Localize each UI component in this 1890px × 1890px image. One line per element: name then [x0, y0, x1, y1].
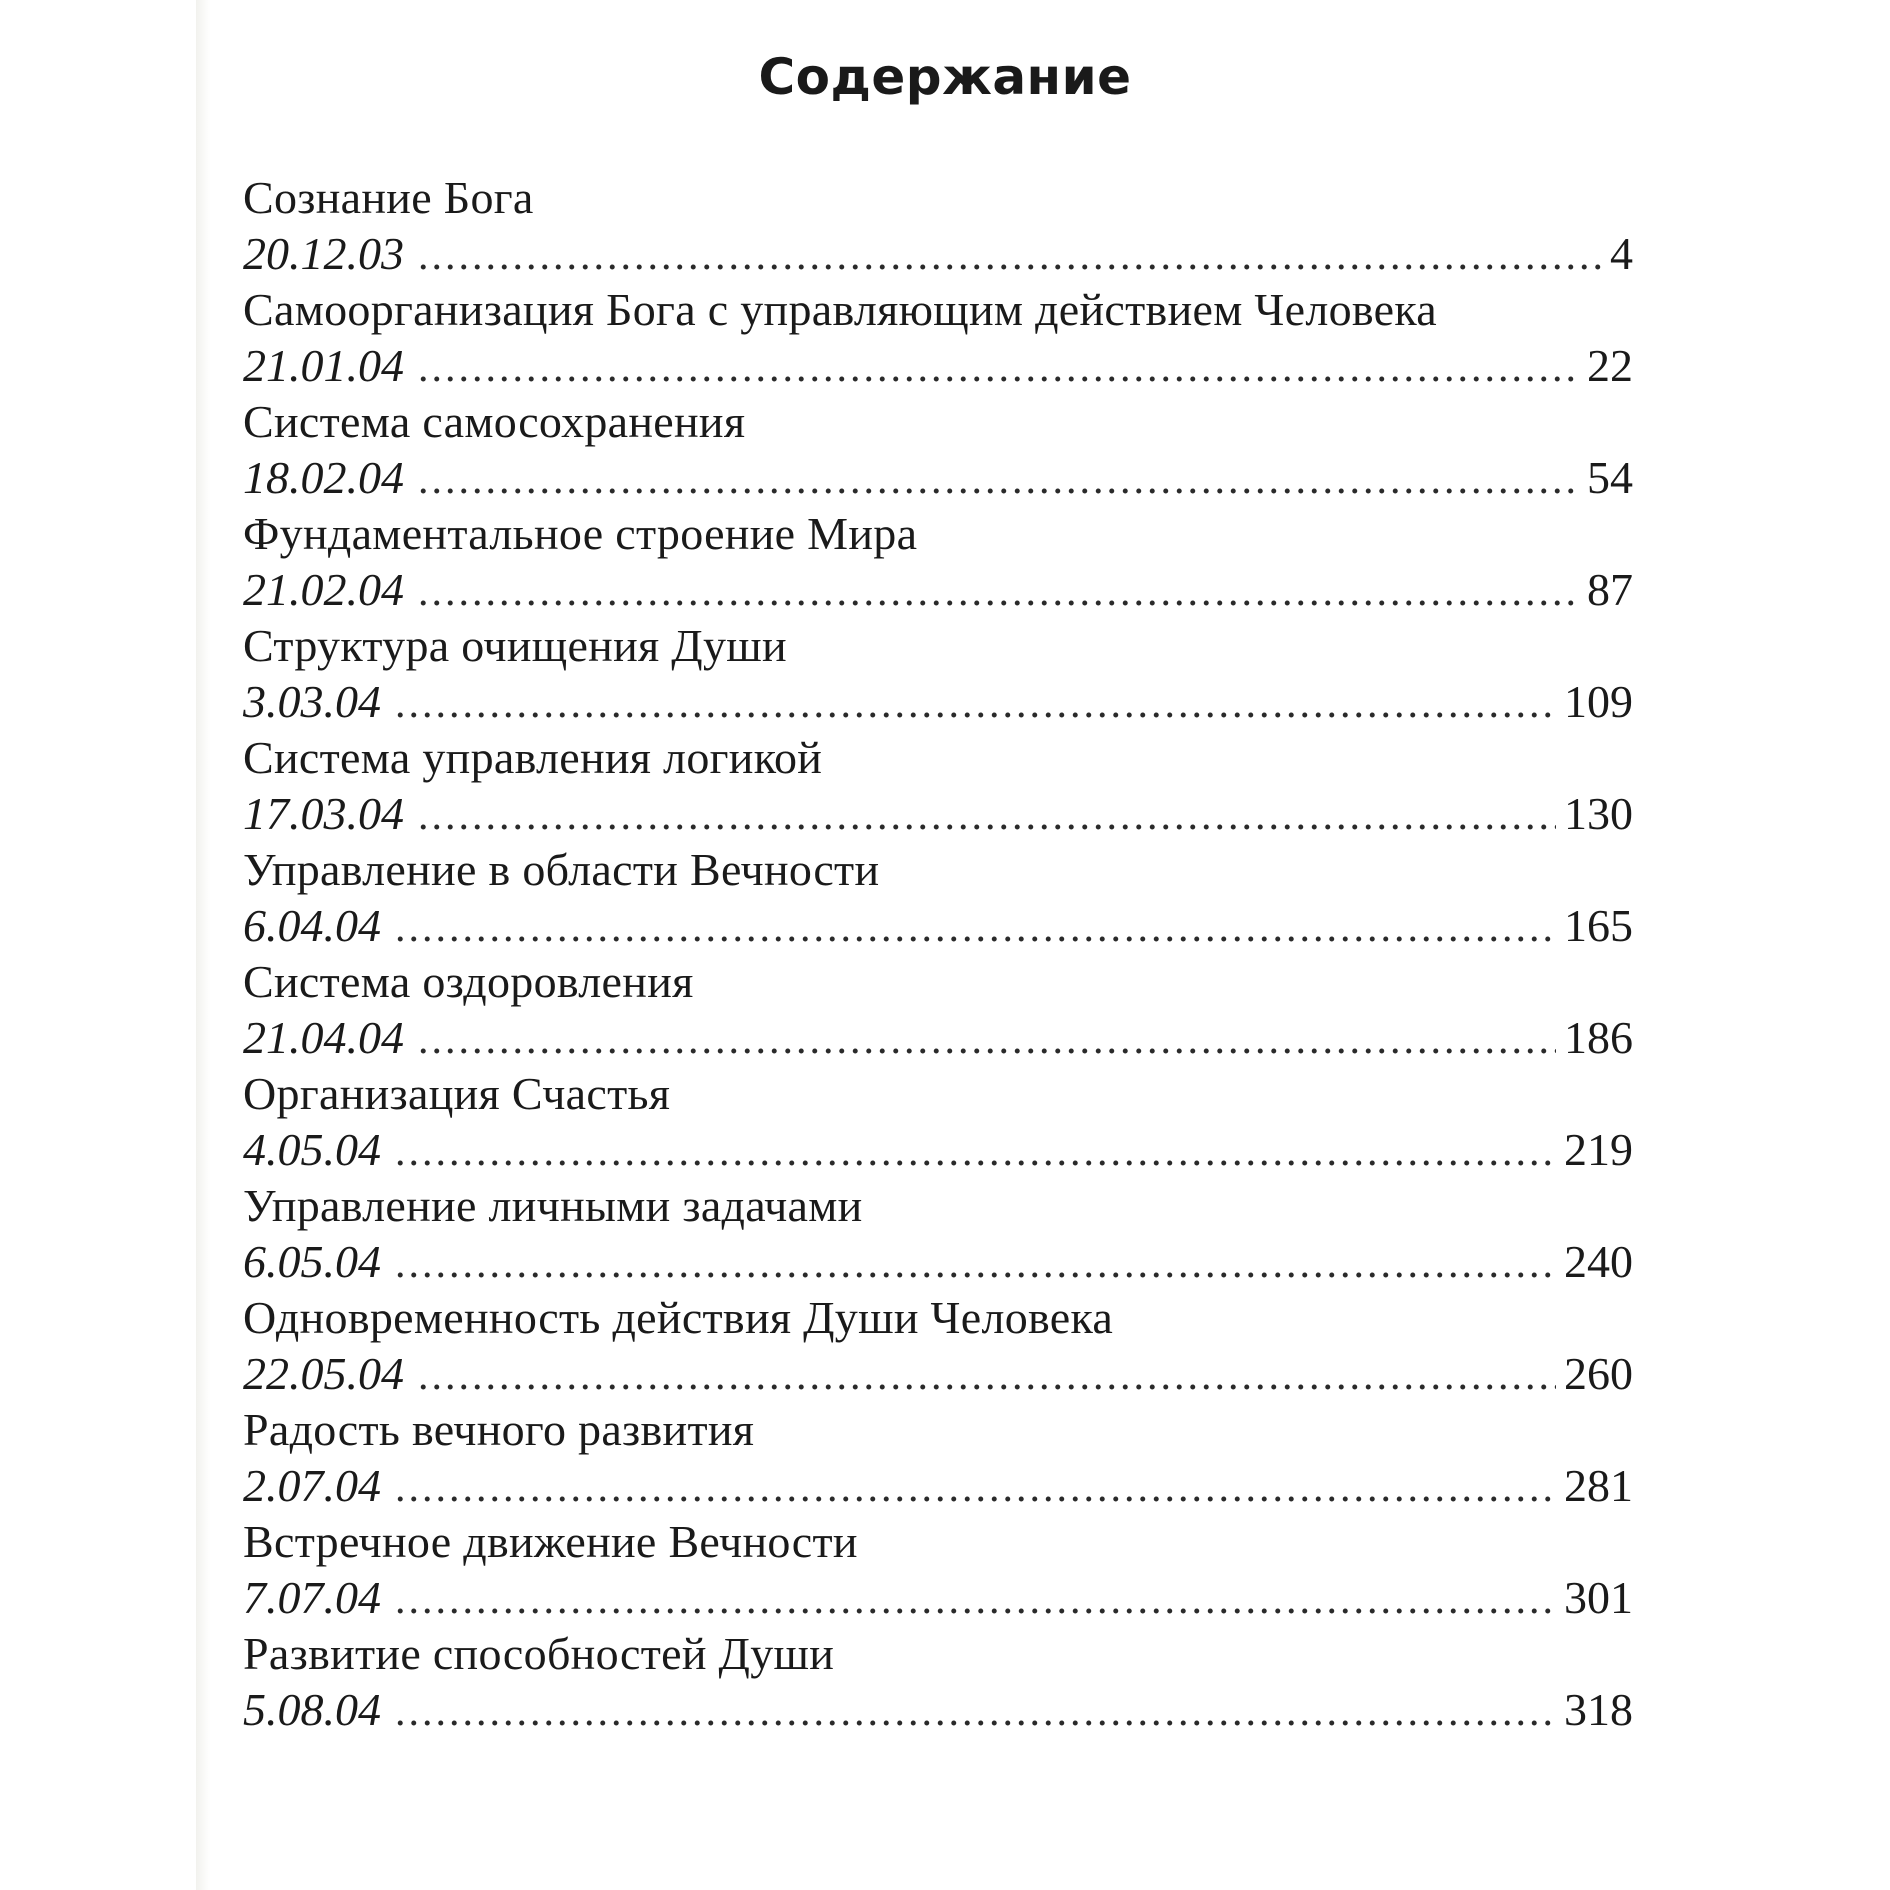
toc-entry-line [243, 898, 1633, 954]
toc-entry-page-number[interactable]: 22 [1587, 340, 1633, 391]
toc-entry-line [243, 786, 1633, 842]
toc-entry-line [243, 1570, 1633, 1626]
table-of-contents [243, 170, 1633, 1738]
toc-entry-title[interactable]: Фундаментальное строение Мира [243, 508, 918, 559]
toc-entry[interactable] [243, 954, 1633, 1066]
toc-entry-page-number[interactable]: 318 [1564, 1684, 1633, 1735]
toc-entry-title[interactable]: Система самосохранения [243, 396, 746, 447]
toc-entry[interactable] [243, 394, 1633, 506]
toc-entry-page-number[interactable]: 54 [1587, 452, 1633, 503]
toc-entry-date: 22.05.04 [243, 1348, 404, 1399]
page-title: Содержание [758, 48, 1132, 106]
toc-entry-date: 3.03.04 [243, 676, 381, 727]
toc-entry[interactable] [243, 842, 1633, 954]
toc-entry[interactable] [243, 1626, 1633, 1738]
toc-entry-title[interactable]: Система оздоровления [243, 956, 694, 1007]
toc-entry[interactable] [243, 1290, 1633, 1402]
toc-entry-title[interactable]: Структура очищения Души [243, 620, 787, 671]
toc-entry-page-number[interactable]: 87 [1587, 564, 1633, 615]
toc-entry-line [243, 1682, 1633, 1738]
dot-leader [418, 228, 1602, 284]
toc-entry-line [243, 1458, 1633, 1514]
toc-entry-line [243, 1234, 1633, 1290]
toc-entry-date: 20.12.03 [243, 228, 404, 279]
toc-entry[interactable] [243, 1066, 1633, 1178]
toc-entry-line [243, 674, 1633, 730]
toc-entry-title[interactable]: Развитие способностей Души [243, 1628, 835, 1679]
toc-entry-line [243, 1010, 1633, 1066]
toc-entry-date: 5.08.04 [243, 1684, 381, 1735]
toc-entry-title[interactable]: Одновременность действия Души Человека [243, 1292, 1114, 1343]
toc-entry-date: 21.04.04 [243, 1012, 404, 1063]
toc-entry-title[interactable]: Управление в области Вечности [243, 844, 880, 895]
toc-entry-date: 4.05.04 [243, 1124, 381, 1175]
dot-leader [395, 1124, 1556, 1180]
toc-entry-page-number[interactable]: 109 [1564, 676, 1633, 727]
dot-leader [395, 676, 1556, 732]
toc-entry-date: 7.07.04 [243, 1572, 381, 1623]
toc-entry[interactable] [243, 618, 1633, 730]
dot-leader [395, 1236, 1556, 1292]
toc-entry-page-number[interactable]: 130 [1564, 788, 1633, 839]
toc-entry-page-number[interactable]: 301 [1564, 1572, 1633, 1623]
dot-leader [418, 340, 1579, 396]
dot-leader [418, 564, 1579, 620]
toc-entry-date: 6.05.04 [243, 1236, 381, 1287]
dot-leader [418, 788, 1556, 844]
toc-entry[interactable] [243, 506, 1633, 618]
dot-leader [395, 1684, 1556, 1740]
toc-entry-title[interactable]: Организация Счастья [243, 1068, 671, 1119]
toc-entry-date: 6.04.04 [243, 900, 381, 951]
toc-entry-page-number[interactable]: 260 [1564, 1348, 1633, 1399]
toc-entry-title[interactable]: Самоорганизация Бога с управляющим действием Человека [243, 284, 1438, 335]
toc-entry-date: 2.07.04 [243, 1460, 381, 1511]
toc-entry-page-number[interactable]: 281 [1564, 1460, 1633, 1511]
dot-leader [418, 452, 1579, 508]
toc-entry[interactable] [243, 1514, 1633, 1626]
toc-entry-title[interactable]: Сознание Бога [243, 172, 534, 223]
dot-leader [395, 1460, 1556, 1516]
dot-leader [418, 1348, 1556, 1404]
toc-entry-title[interactable]: Управление личными задачами [243, 1180, 863, 1231]
toc-entry-page-number[interactable]: 240 [1564, 1236, 1633, 1287]
page-edge-shadow [196, 0, 210, 1890]
dot-leader [395, 1572, 1556, 1628]
dot-leader [395, 900, 1556, 956]
toc-entry-date: 17.03.04 [243, 788, 404, 839]
toc-entry-title[interactable]: Система управления логикой [243, 732, 823, 783]
toc-entry[interactable] [243, 730, 1633, 842]
toc-entry-line [243, 562, 1633, 618]
toc-entry-line [243, 1122, 1633, 1178]
toc-entry-page-number[interactable]: 186 [1564, 1012, 1633, 1063]
dot-leader [418, 1012, 1556, 1068]
toc-entry-page-number[interactable]: 4 [1610, 228, 1633, 279]
toc-entry-line [243, 226, 1633, 282]
toc-entry-line [243, 338, 1633, 394]
toc-entry-page-number[interactable]: 219 [1564, 1124, 1633, 1175]
toc-entry-date: 21.01.04 [243, 340, 404, 391]
toc-entry-line [243, 450, 1633, 506]
toc-entry-line [243, 1346, 1633, 1402]
toc-entry-date: 18.02.04 [243, 452, 404, 503]
toc-entry-date: 21.02.04 [243, 564, 404, 615]
toc-entry[interactable] [243, 282, 1633, 394]
toc-entry[interactable] [243, 1402, 1633, 1514]
toc-entry-title[interactable]: Встречное движение Вечности [243, 1516, 858, 1567]
toc-entry-title[interactable]: Радость вечного развития [243, 1404, 755, 1455]
toc-entry[interactable] [243, 170, 1633, 282]
toc-entry[interactable] [243, 1178, 1633, 1290]
toc-entry-page-number[interactable]: 165 [1564, 900, 1633, 951]
